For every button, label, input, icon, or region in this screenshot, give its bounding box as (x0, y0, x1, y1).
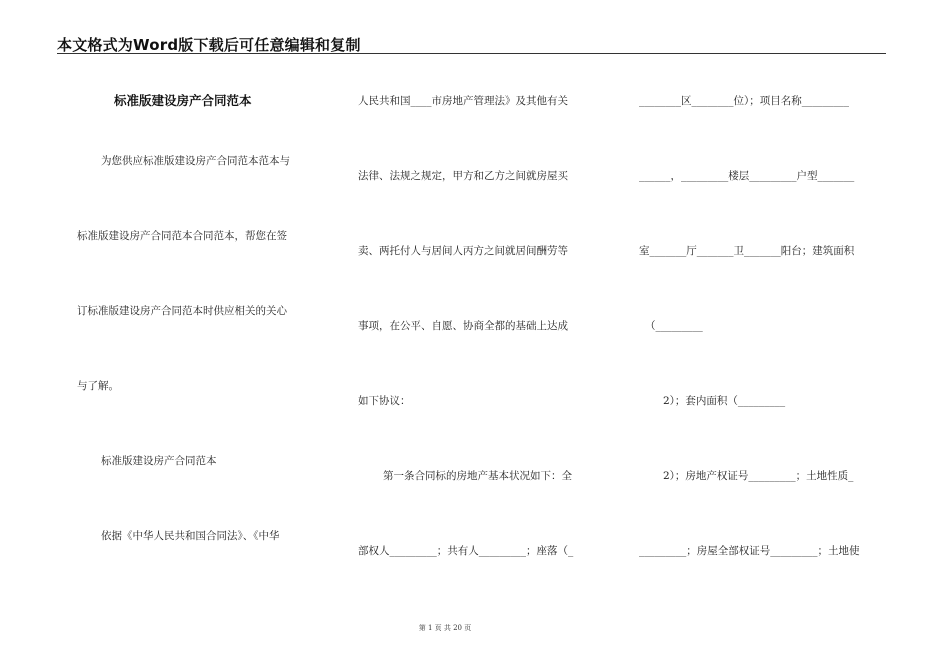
document-banner: 本文格式为Word版下载后可任意编辑和复制 (57, 36, 361, 54)
text-line: （_________ (645, 320, 703, 332)
text-line: 依据《中华人民共和国合同法》、《中华 (101, 530, 280, 542)
text-line: 部权人_________；共有人_________；座落（_ (358, 545, 574, 557)
text-line: 人民共和国____市房地产管理法》及其他有关 (358, 95, 568, 107)
text-line: 与了解。 (77, 380, 119, 392)
text-line: 事项，在公平、自愿、协商全都的基础上达成 (358, 320, 568, 332)
text-line: 标准版建设房产合同范本合同范本，帮您在签 (77, 230, 287, 242)
text-line: 室_______厅_______卫_______阳台；建筑面积 (639, 245, 855, 257)
text-line: 订标准版建设房产合同范本时供应相关的关心 (77, 305, 287, 317)
text-line: _________；房屋全部权证号_________；土地使 (639, 545, 860, 557)
text-line: 2）；套内面积（_________ (663, 395, 786, 407)
text-line: 如下协议： (358, 395, 411, 407)
text-line: 为您供应标准版建设房产合同范本范本与 (101, 155, 290, 167)
text-line: 2）；房地产权证号_________；土地性质_ (663, 470, 854, 482)
text-line: 第一条合同标的房地产基本状况如下：全 (383, 470, 572, 482)
text-line: 法律、法规之规定，甲方和乙方之间就房屋买 (358, 170, 568, 182)
text-line: ______，_________楼层_________户型_______ (639, 170, 855, 182)
document-title: 标准版建设房产合同范本 (114, 93, 252, 108)
text-line: ________区________位）；项目名称_________ (639, 95, 849, 107)
banner-rule (57, 53, 886, 54)
section-heading: 标准版建设房产合同范本 (101, 455, 217, 467)
text-line: 卖、两托付人与居间人丙方之间就居间酬劳等 (358, 245, 568, 257)
page-number: 第 1 页 共 20 页 (418, 624, 472, 632)
